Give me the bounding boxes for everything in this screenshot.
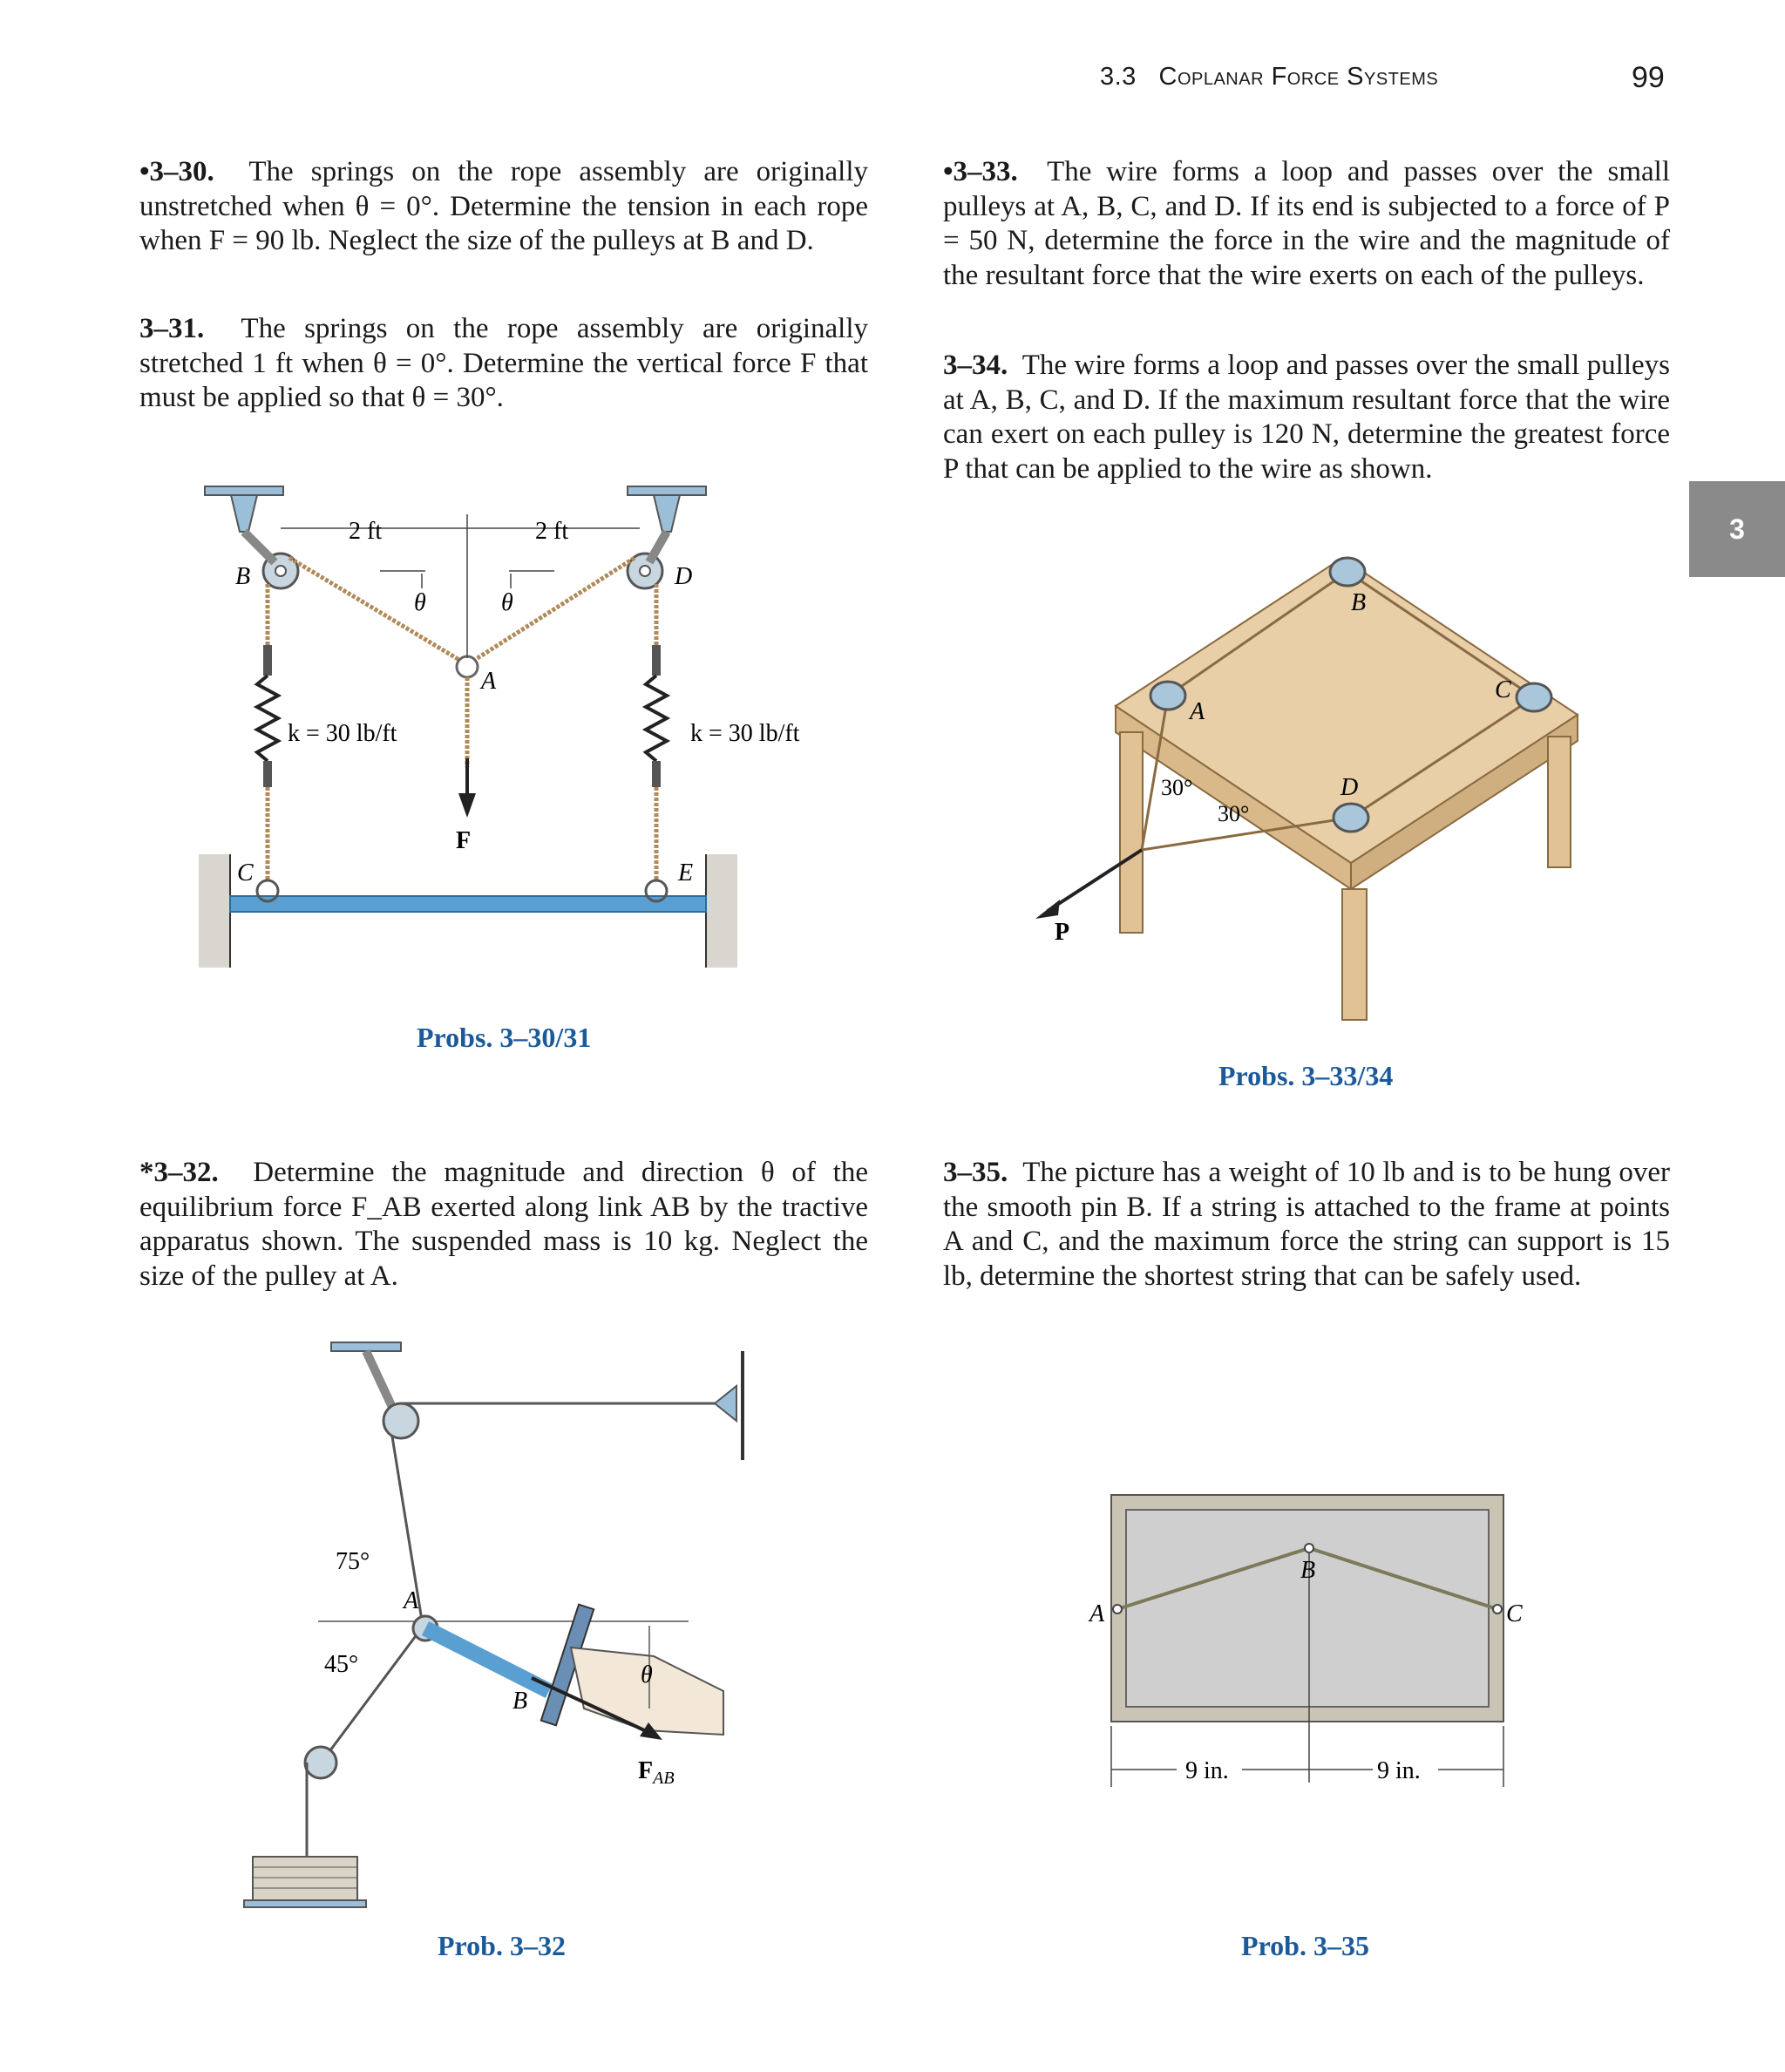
force-arrow-p (1035, 900, 1060, 919)
problem-number: •3–33. (943, 156, 1018, 187)
suspended-mass (253, 1857, 357, 1900)
wall-left (199, 854, 230, 968)
problem-text: The springs on the rope assembly are originally unstretched when θ = 0°. Determine the tension in each rope when F = 90 lb. Neglect the size of the pulleys at B and D. (139, 156, 868, 256)
theta: θ (641, 1661, 653, 1688)
running-header (1100, 63, 1438, 92)
spring-left (257, 676, 278, 761)
link-ab (425, 1628, 549, 1691)
problem-text: The wire forms a loop and passes over the small pulleys at A, B, C, and D. If the maximum resultant force that the wire can exert on each pulley is 120 N, determine the greatest force P that can be applied to the wire as shown. (943, 350, 1670, 485)
table-leg (1342, 889, 1367, 1020)
label-e: E (678, 859, 694, 887)
label-c: C (1495, 676, 1511, 703)
label-d: D (1340, 774, 1359, 801)
ring-a (457, 656, 478, 677)
caption-3-30-31: Probs. 3–30/31 (417, 1022, 592, 1053)
spring-constant-right: k = 30 lb/ft (690, 720, 800, 747)
horizontal-rod (230, 896, 706, 912)
label-p: P (1055, 919, 1070, 946)
problem-text: The picture has a weight of 10 lb and is to be hung over the smooth pin B. If a string is attached to the frame at points A and C, and the maximum force the string can support is 15 lb, determine the shortest string that can be safely used. (943, 1157, 1670, 1292)
dim-label-left: 9 in. (1185, 1757, 1229, 1784)
dim-label-right: 2 ft (535, 518, 569, 545)
caption-3-33-34: Probs. 3–33/34 (1218, 1060, 1394, 1091)
problem-number: 3–34. (943, 350, 1008, 381)
force-subscript: AB (653, 1769, 675, 1788)
pulley-a (1150, 682, 1185, 710)
label-a: A (481, 668, 497, 695)
label-fab (638, 1757, 675, 1788)
wall-right (706, 854, 737, 968)
label-c: C (1506, 1600, 1523, 1627)
problem-text: The wire forms a loop and passes over the small pulleys at A, B, C, and D. If its end is subjected to a force of P = 50 N, determine the force in the wire and the magnitude of the resultant force that the wire exerts on each of the pulleys. (943, 156, 1670, 291)
label-d: D (675, 563, 693, 590)
label-b: B (512, 1688, 528, 1715)
chapter-thumb-tab: 3 (1689, 481, 1785, 577)
problem-3-32 (139, 1156, 868, 1294)
angle-45: 45° (324, 1651, 359, 1678)
leg-cast (571, 1647, 723, 1735)
pulley-d (1334, 804, 1368, 832)
force-arrow-f (458, 793, 476, 818)
figure-table-pulleys (1028, 540, 1586, 1029)
rope-ba (289, 558, 464, 662)
ceiling-mount (331, 1342, 401, 1351)
section-number: 3.3 (1100, 63, 1137, 91)
problem-number: 3–31. (139, 313, 205, 344)
problem-3-30 (139, 155, 868, 259)
pulley-c (1517, 683, 1551, 711)
theta-right: θ (501, 589, 513, 616)
pin-b (1305, 1544, 1313, 1552)
label-a: A (404, 1587, 419, 1614)
label-b: B (235, 563, 251, 590)
angle-1: 30° (1161, 775, 1193, 800)
caption-3-32: Prob. 3–32 (438, 1930, 566, 1961)
caption-3-35: Prob. 3–35 (1241, 1930, 1369, 1961)
ceiling-mount-right (628, 486, 706, 495)
table-leg (1120, 732, 1143, 933)
problem-number: 3–35. (943, 1157, 1008, 1188)
angle-75: 75° (336, 1548, 370, 1575)
table-leg (1548, 737, 1571, 867)
label-a: A (1089, 1600, 1105, 1627)
problem-3-33 (943, 155, 1670, 293)
point-a (1113, 1605, 1122, 1613)
label-b: B (1351, 589, 1367, 616)
pulley-top (383, 1403, 418, 1438)
problem-text: The springs on the rope assembly are originally stretched 1 ft when θ = 0°. Determine the vertical force F that must be applied so that θ = 30°. (139, 313, 869, 413)
problem-text: Determine the magnitude and direction θ of the equilibrium force F_AB exerted along link AB by the tractive apparatus shown. The suspended mass is 10 kg. Neglect the size of the pulley at A. (139, 1157, 868, 1292)
figure-tractive-apparatus (235, 1334, 758, 1926)
section-title: Coplanar Force Systems (1158, 63, 1439, 91)
figure-picture-frame (1072, 1482, 1560, 1796)
dim-label-right: 9 in. (1377, 1757, 1421, 1784)
label-a: A (1190, 698, 1205, 725)
label-force-f: F (456, 827, 472, 854)
page-number: 99 (1632, 61, 1665, 94)
point-c (1493, 1605, 1502, 1613)
dim-label-left: 2 ft (349, 518, 383, 545)
problem-3-35 (943, 1156, 1670, 1294)
problem-3-34 (943, 349, 1670, 486)
label-c: C (237, 859, 254, 887)
spring-right (646, 676, 667, 761)
problem-3-31 (139, 312, 868, 416)
figure-rope-assembly (174, 471, 800, 994)
pulley-b (1330, 558, 1365, 586)
pulley-bottom (305, 1747, 336, 1778)
label-b: B (1300, 1557, 1316, 1584)
spring-constant-left: k = 30 lb/ft (288, 720, 397, 747)
rope-da (471, 558, 635, 662)
angle-2: 30° (1218, 801, 1250, 826)
theta-left: θ (414, 589, 426, 616)
problem-number: *3–32. (139, 1157, 219, 1188)
ceiling-mount-left (205, 486, 283, 495)
problem-number: •3–30. (139, 156, 214, 187)
force-letter: F (638, 1757, 654, 1784)
